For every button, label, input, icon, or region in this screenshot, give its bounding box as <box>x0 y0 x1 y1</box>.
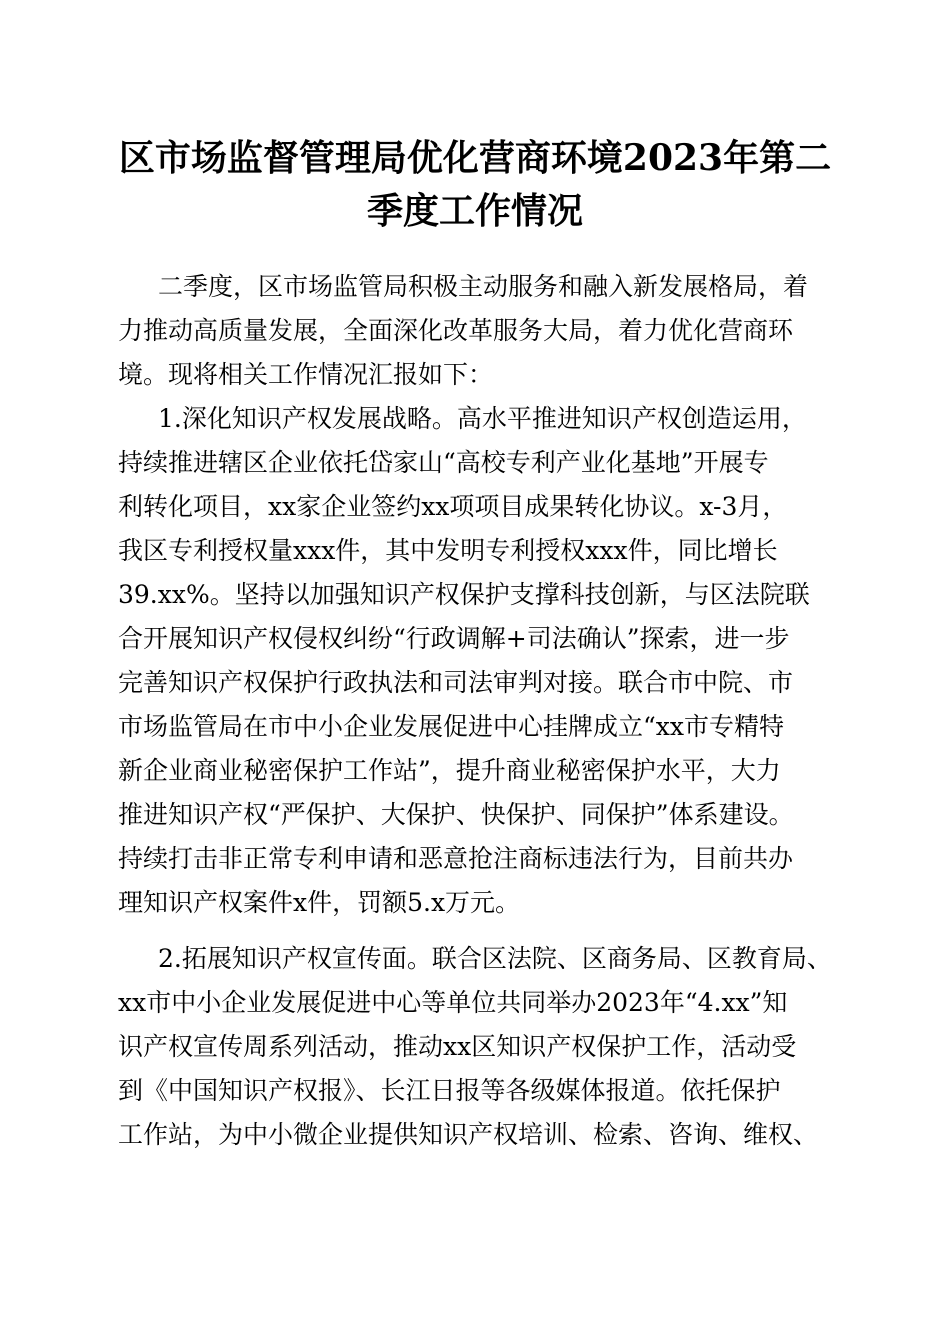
text-line: 利转化项目，xx家企业签约xx项项目成果转化协议。x-3月， <box>118 492 788 521</box>
text-line: 完善知识产权保护行政执法和司法审判对接。联合市中院、市 <box>118 668 794 697</box>
text-line: 境。现将相关工作情况汇报如下： <box>118 360 494 389</box>
paragraph-item-1 <box>118 397 838 925</box>
text-line: 2.拓展知识产权宣传面。联合区法院、区商务局、区教育局、 <box>158 944 832 973</box>
text-line: xx市中小企业发展促进中心等单位共同举办2023年“4.xx”知 <box>118 988 788 1017</box>
text-line: 推进知识产权“严保护、大保护、快保护、同保护”体系建设。 <box>118 800 794 829</box>
text-line: 到《中国知识产权报》、长江日报等各级媒体报道。依托保护 <box>118 1076 781 1105</box>
text-line: 工作站，为中小微企业提供知识产权培训、检索、咨询、维权、 <box>118 1120 819 1149</box>
title-line-1: 区市场监督管理局优化营商环境2023年第二 <box>118 137 832 179</box>
text-line: 持续推进辖区企业依托岱家山“高校专利产业化基地”开展专 <box>118 448 769 477</box>
text-line: 我区专利授权量xxx件，其中发明专利授权xxx件，同比增长 <box>118 536 778 565</box>
text-line: 理知识产权案件x件，罚额5.x万元。 <box>118 888 521 917</box>
document-body <box>118 265 838 1157</box>
text-line: 市场监管局在市中小企业发展促进中心挂牌成立“xx市专精特 <box>118 712 784 741</box>
text-line: 持续打击非正常专利申请和恶意抢注商标违法行为，目前共办 <box>118 844 794 873</box>
text-line: 39.xx%。坚持以加强知识产权保护支撑科技创新，与区法院联 <box>118 580 810 609</box>
text-line: 二季度，区市场监管局积极主动服务和融入新发展格局，着 <box>158 272 809 301</box>
text-line: 识产权宣传周系列活动，推动xx区知识产权保护工作，活动受 <box>118 1032 797 1061</box>
paragraph-intro <box>118 265 838 397</box>
text-line: 合开展知识产权侵权纠纷“行政调解+司法确认”探索，进一步 <box>118 624 790 653</box>
title-line-2: 季度工作情况 <box>366 190 583 232</box>
page-title <box>100 132 850 238</box>
text-line: 新企业商业秘密保护工作站”，提升商业秘密保护水平，大力 <box>118 756 781 785</box>
paragraph-item-2 <box>118 937 838 1157</box>
text-line: 力推动高质量发展，全面深化改革服务大局，着力优化营商环 <box>118 316 794 345</box>
text-line: 1.深化知识产权发展战略。高水平推进知识产权创造运用， <box>158 404 807 433</box>
